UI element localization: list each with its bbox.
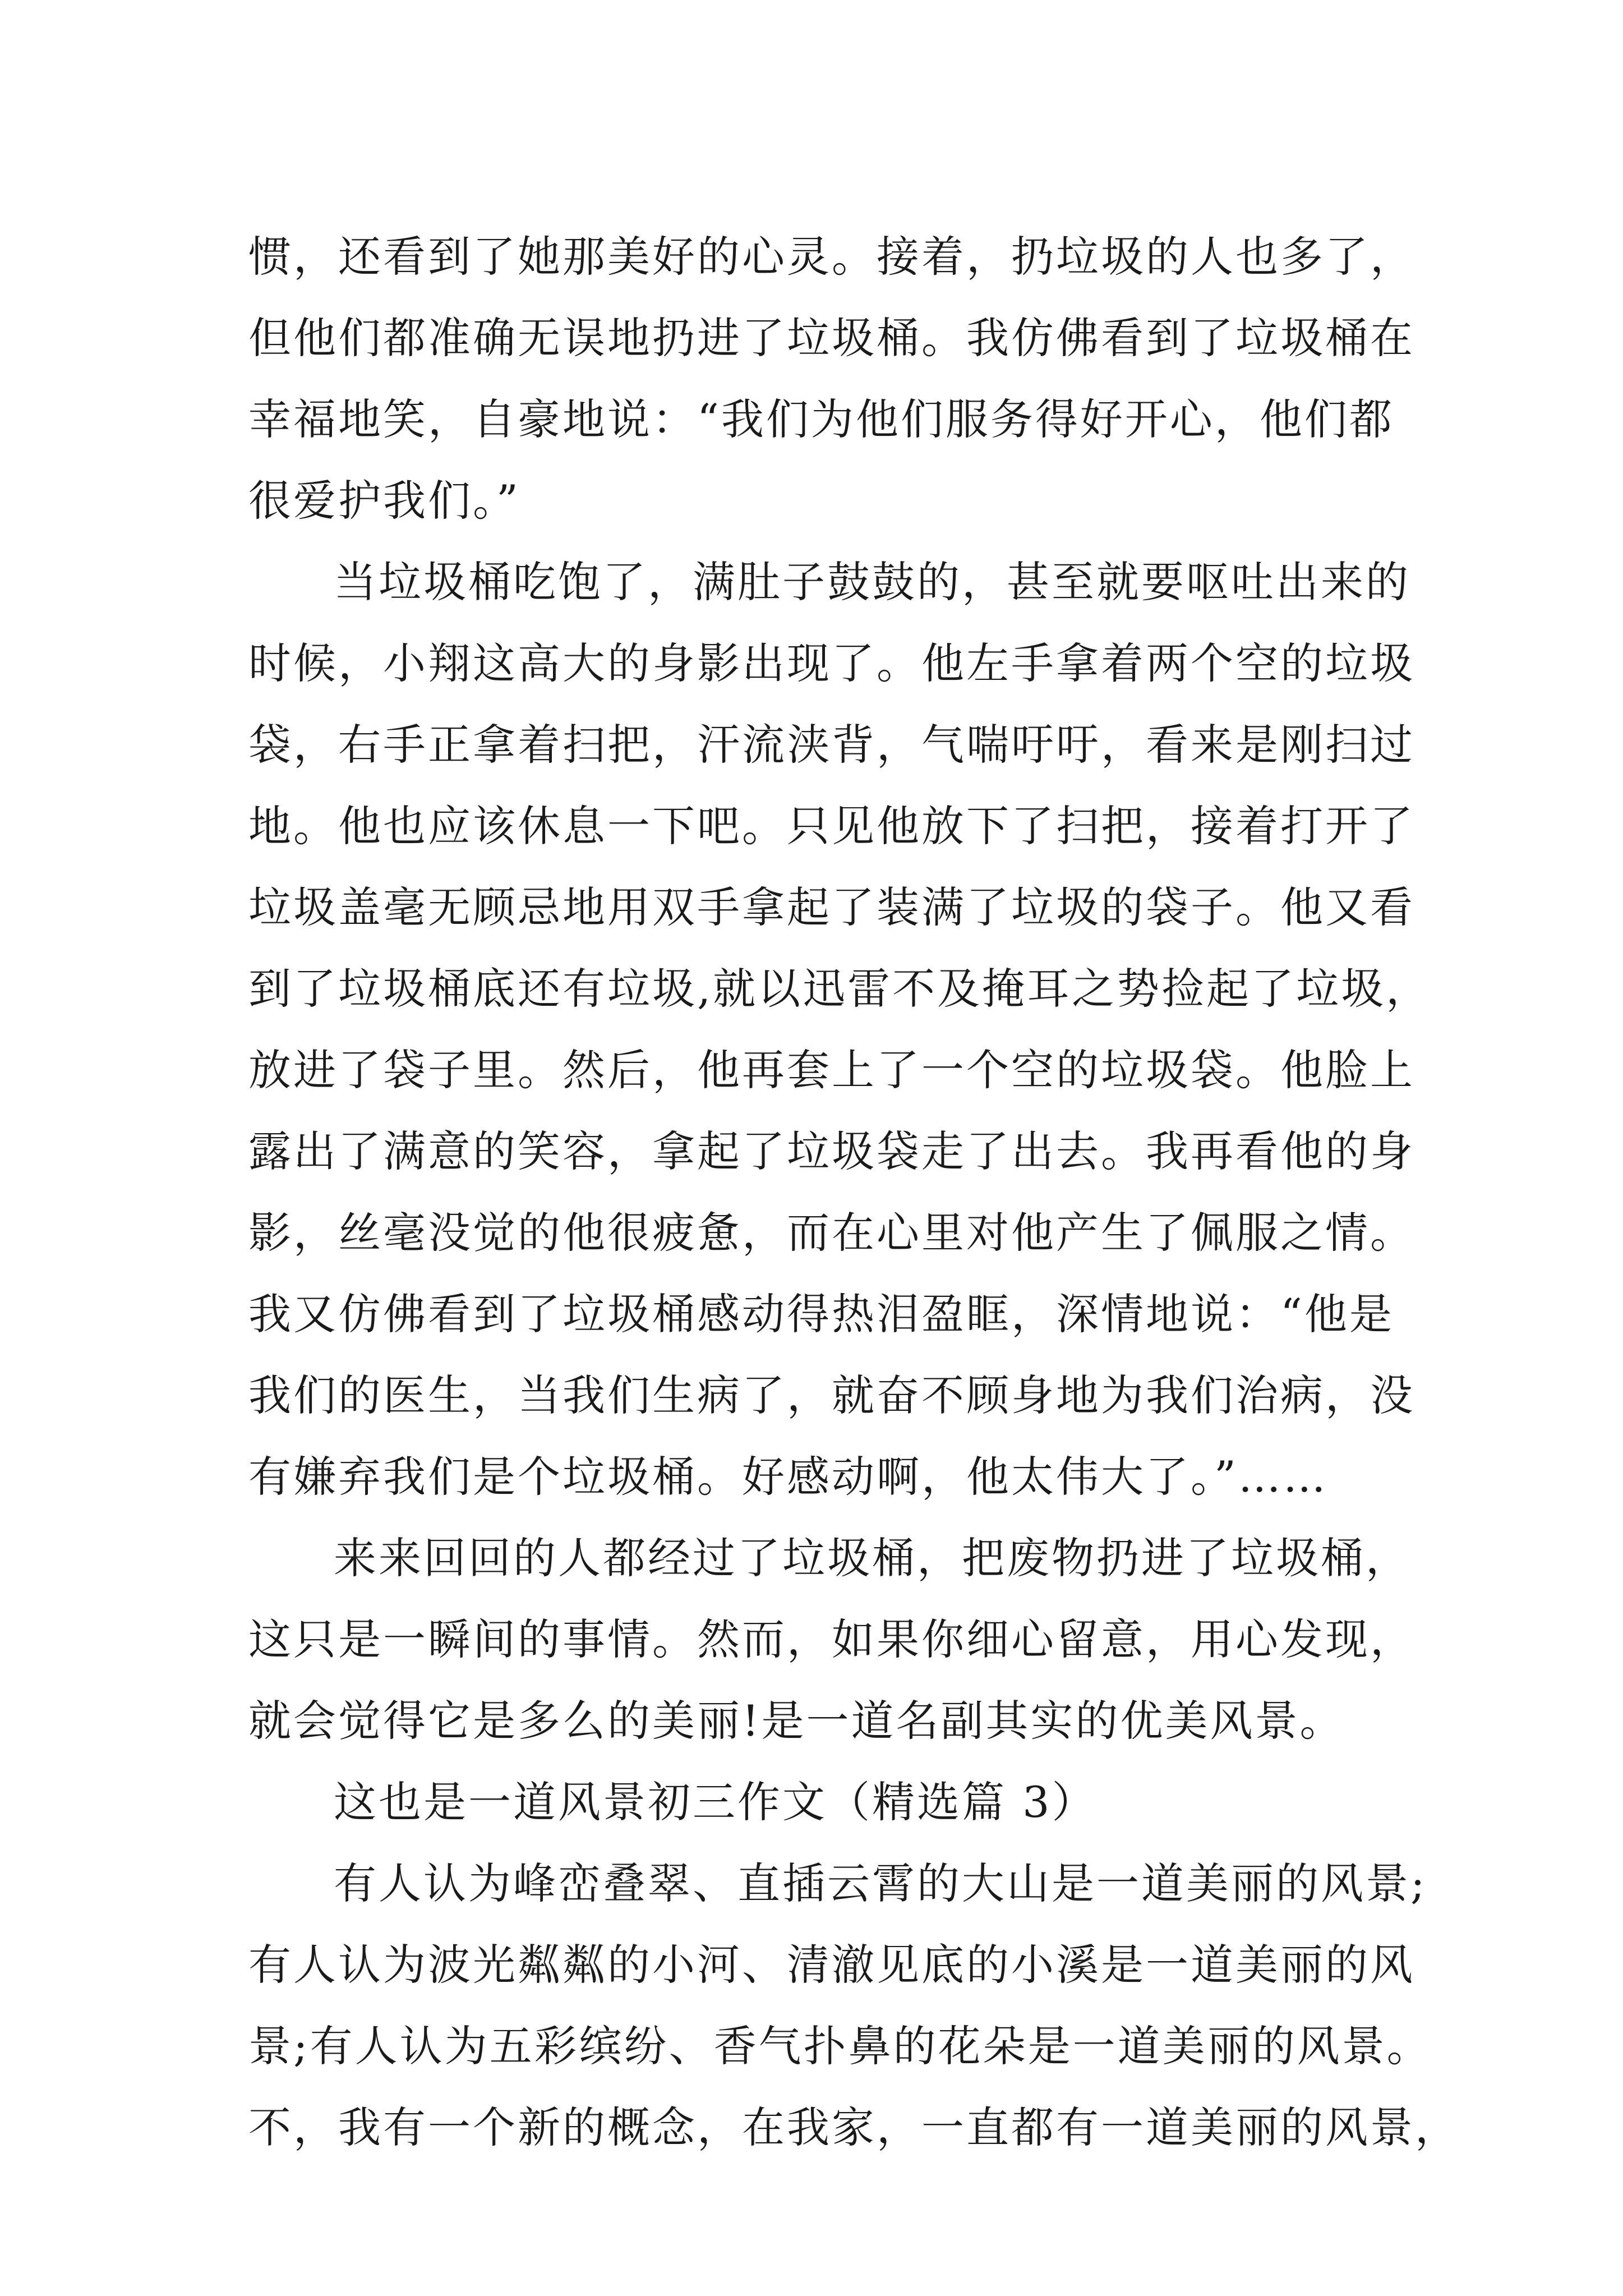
text-line: 这只是一瞬间的事情。然而，如果你细心留意，用心发现， xyxy=(248,1614,1415,1664)
text-line: 到了垃圾桶底还有垃圾,就以迅雷不及掩耳之势捡起了垃圾， xyxy=(248,964,1431,1014)
body-text xyxy=(248,216,1460,2168)
text-line: 袋，右手正拿着扫把，汗流浃背，气喘吁吁，看来是刚扫过 xyxy=(248,720,1415,770)
text-line: 但他们都准确无误地扔进了垃圾桶。我仿佛看到了垃圾桶在 xyxy=(248,313,1415,363)
text-line: 我们的医生，当我们生病了，就奋不顾身地为我们治病，没 xyxy=(248,1370,1415,1420)
text-line: 有嫌弃我们是个垃圾桶。好感动啊，他太伟大了。”…… xyxy=(248,1452,1328,1502)
text-line: 来来回回的人都经过了垃圾桶，把废物扔进了垃圾桶， xyxy=(334,1533,1410,1583)
text-line: 我又仿佛看到了垃圾桶感动得热泪盈眶，深情地说：“他是 xyxy=(248,1289,1394,1339)
text-line: 垃圾盖毫无顾忌地用双手拿起了装满了垃圾的袋子。他又看 xyxy=(248,882,1415,932)
text-line: 很爱护我们。” xyxy=(248,476,520,526)
text-line: 幸福地笑，自豪地说：“我们为他们服务得好开心，他们都 xyxy=(248,394,1394,444)
text-line: 时候，小翔这高大的身影出现了。他左手拿着两个空的垃圾 xyxy=(248,638,1415,688)
text-line: 有人认为峰峦叠翠、直插云霄的大山是一道美丽的风景; xyxy=(334,1858,1427,1908)
text-line: 有人认为波光粼粼的小河、清澈见底的小溪是一道美丽的风 xyxy=(248,1940,1415,1990)
text-line: 惯，还看到了她那美好的心灵。接着，扔垃圾的人也多了， xyxy=(248,232,1415,282)
text-line: 放进了袋子里。然后，他再套上了一个空的垃圾袋。他脸上 xyxy=(248,1045,1415,1095)
section-heading: 这也是一道风景初三作文（精选篇 3） xyxy=(334,1777,1097,1827)
text-line: 露出了满意的笑容，拿起了垃圾袋走了出去。我再看他的身 xyxy=(248,1126,1415,1176)
text-line: 景;有人认为五彩缤纷、香气扑鼻的花朵是一道美丽的风景。 xyxy=(248,2021,1432,2071)
text-line: 当垃圾桶吃饱了，满肚子鼓鼓的，甚至就要呕吐出来的 xyxy=(334,557,1410,607)
text-line: 不，我有一个新的概念，在我家，一直都有一道美丽的风景， xyxy=(248,2102,1460,2152)
text-line: 地。他也应该休息一下吧。只见他放下了扫把，接着打开了 xyxy=(248,801,1415,851)
text-line: 就会觉得它是多么的美丽!是一道名副其实的优美风景。 xyxy=(248,1696,1345,1746)
text-line: 影，丝毫没觉的他很疲惫，而在心里对他产生了佩服之情。 xyxy=(248,1208,1415,1258)
